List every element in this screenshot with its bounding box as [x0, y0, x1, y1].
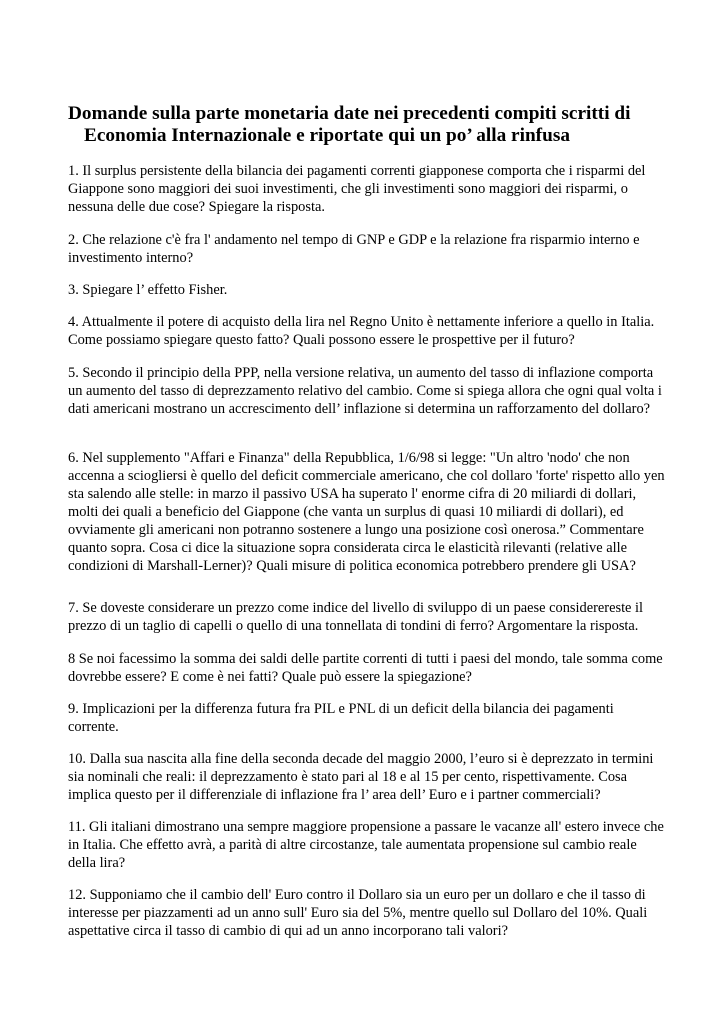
- question-7: 7. Se doveste considerare un prezzo come indice del livello di sviluppo di un paese considerereste il prezzo di un taglio di capelli o quello di una tonnellata di tondini di ferro? Argomentare la risposta.: [68, 600, 644, 634]
- question-6: 6. Nel supplemento "Affari e Finanza" della Repubblica, 1/6/98 si legge: "Un altro 'nodo' che non accenna a sciogliersi è quello del deficit commerciale americano, che col dollaro 'forte' rispetto allo yen sta salendo alle stelle: in marzo il passivo USA ha superato l' enorme cifra di 20 miliardi di dollari, molti dei quali a beneficio del Giappone (che vanta un surplus di quasi 10 miliardi di dollari), ed ovviamente gli americani non potranno sostenere a lungo una posizione così onerosa.” Commentare quanto sopra. Cosa ci dice la situazione sopra considerata circa le elasticità rilevanti (relative alle condizioni di Marshall-Lerner)? Quali misure di politica economica potrebbero prendere gli USA?: [68, 450, 665, 574]
- question-12: 12. Supponiamo che il cambio dell' Euro contro il Dollaro sia un euro per un dollaro e che il tasso di interesse per piazzamenti ad un anno sull' Euro sia del 5%, mentre quello sul Dollaro del 10%. Quali aspettative circa il tasso di cambio di qui ad un anno incorporano tali valori?: [68, 887, 648, 939]
- question-4: 4. Attualmente il potere di acquisto della lira nel Regno Unito è nettamente inferiore a quello in Italia. Come possiamo spiegare questo fatto? Quali possono essere le prospettive per il futuro?: [68, 314, 655, 348]
- document-title: Domande sulla parte monetaria date nei precedenti compiti scritti di Economia Internazionale e riportate qui un po’ alla rinfusa: [68, 103, 631, 146]
- question-5: 5. Secondo il principio della PPP, nella versione relativa, un aumento del tasso di inflazione comporta un aumento del tasso di deprezzamento relativo del cambio. Come si spiega allora che ogni qual volta i dati americani mostrano un accrescimento dell’ inflazione si determina un rafforzamento del dollaro?: [68, 365, 662, 417]
- question-11: 11. Gli italiani dimostrano una sempre maggiore propensione a passare le vacanze all' estero invece che in Italia. Che effetto avrà, a parità di altre circostanze, tale aumentata propensione sul cambio reale della lira?: [68, 819, 664, 871]
- question-2: 2. Che relazione c'è fra l' andamento nel tempo di GNP e GDP e la relazione fra risparmio interno e investimento interno?: [68, 232, 640, 266]
- question-3: 3. Spiegare l’ effetto Fisher.: [68, 282, 228, 298]
- question-1: 1. Il surplus persistente della bilancia dei pagamenti correnti giapponese comporta che i risparmi del Giappone sono maggiori dei suoi investimenti, che gli investimenti sono maggiori dei risparmi, o nessuna delle due cose? Spiegare la risposta.: [68, 163, 646, 215]
- question-10: 10. Dalla sua nascita alla fine della seconda decade del maggio 2000, l’euro si è deprezzato in termini sia nominali che reali: il deprezzamento è stato pari al 18 e al 15 per cento, rispettivamente. Cosa implica questo per il differenziale di inflazione fra l’ area dell’ Euro e i partner commerciali?: [68, 751, 654, 803]
- question-9: 9. Implicazioni per la differenza futura fra PIL e PNL di un deficit della bilancia dei pagamenti corrente.: [68, 701, 614, 735]
- question-8: 8 Se noi facessimo la somma dei saldi delle partite correnti di tutti i paesi del mondo, tale somma come dovrebbe essere? E come è nei fatti? Quale può essere la spiegazione?: [68, 651, 663, 685]
